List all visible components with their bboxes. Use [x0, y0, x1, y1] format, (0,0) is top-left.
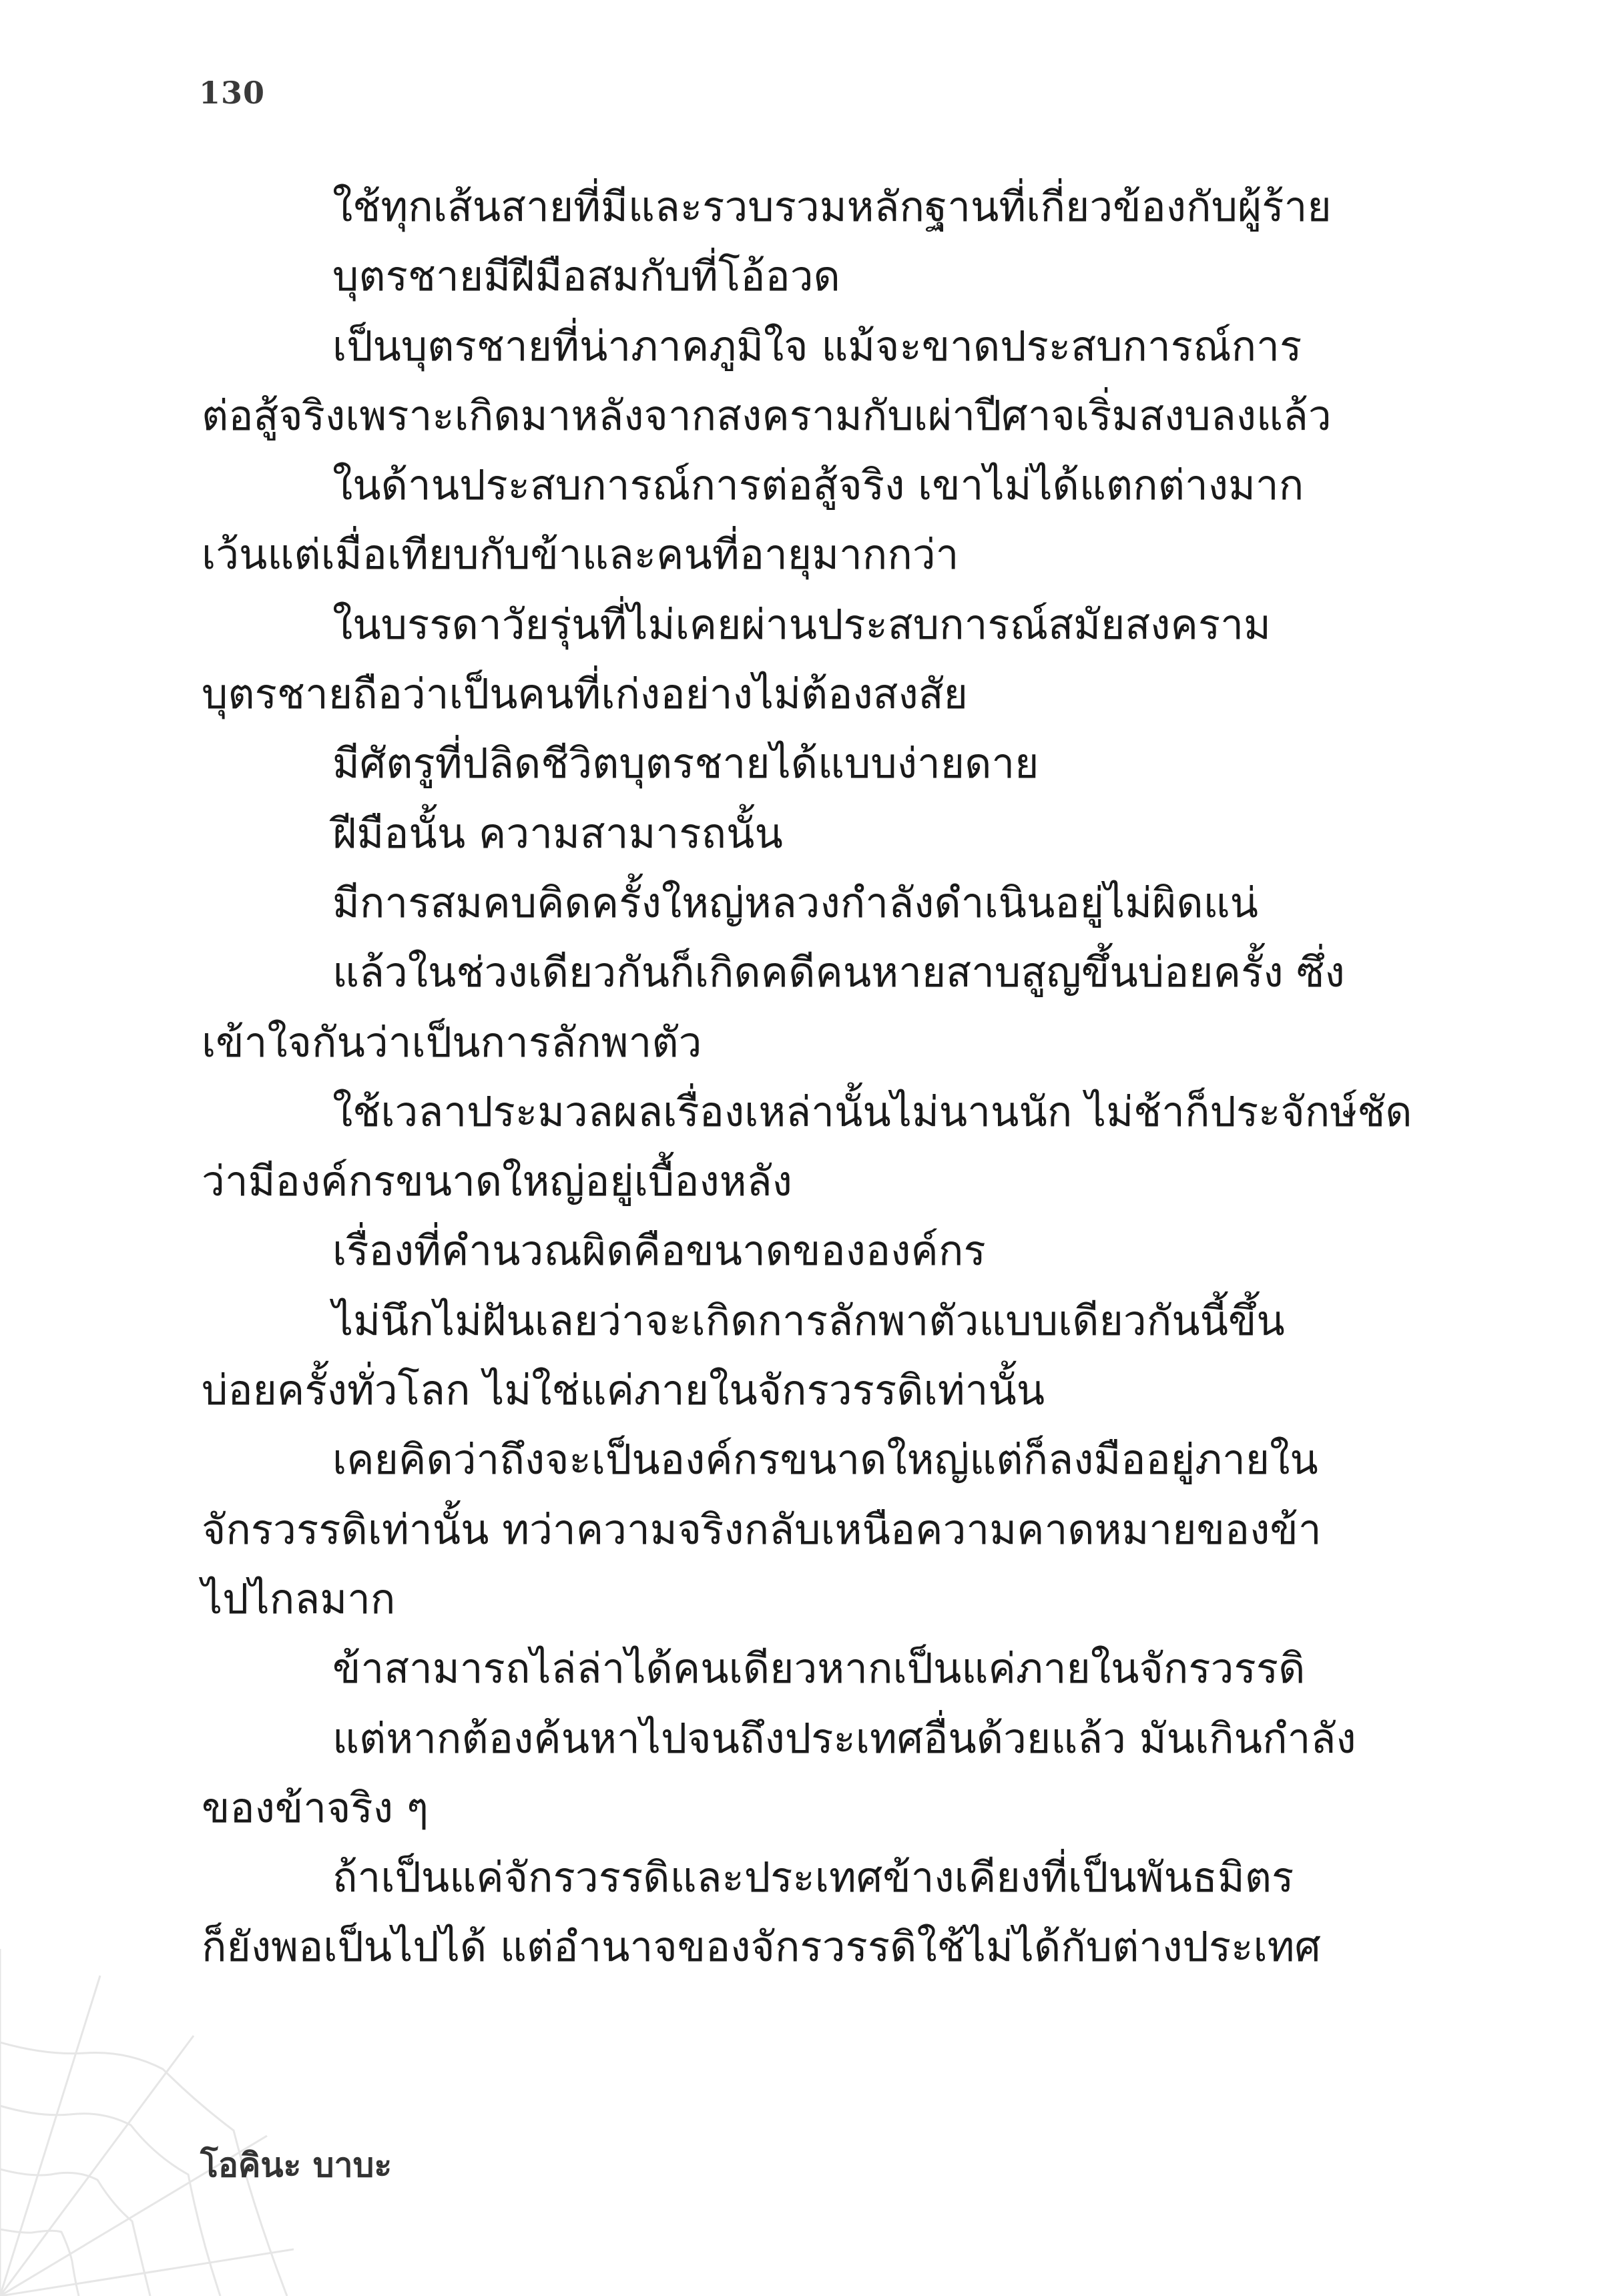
cobweb-decoration [0, 1936, 294, 2296]
text-line: ฝีมือนั้น ความสามารถนั้น [332, 808, 783, 858]
page-number: 130 [199, 75, 266, 111]
text-line: ไม่นึกไม่ฝันเลยว่าจะเกิดการลักพาตัวแบบเดียวกันนี้ขึ้น [332, 1296, 1285, 1345]
text-line: ไปไกลมาก [202, 1574, 396, 1623]
author-name: โอคินะ บาบะ [200, 2146, 392, 2185]
text-line: ถ้าเป็นแค่จักรวรรดิและประเทศข้างเคียงที่เป็นพันธมิตร [332, 1853, 1294, 1902]
text-line: บุตรชายถือว่าเป็นคนที่เก่งอย่างไม่ต้องสงสัย [202, 669, 968, 719]
text-line: แล้วในช่วงเดียวกันก็เกิดคดีคนหายสาบสูญขึ้นบ่อยครั้ง ซึ่ง [332, 948, 1345, 997]
text-line: จักรวรรดิเท่านั้น ทว่าความจริงกลับเหนือความคาดหมายของข้า [202, 1504, 1322, 1554]
text-line: แต่หากต้องค้นหาไปจนถึงประเทศอื่นด้วยแล้ว มันเกินกำลัง [332, 1713, 1356, 1763]
text-line: เคยคิดว่าถึงจะเป็นองค์กรขนาดใหญ่แต่ก็ลงมืออยู่ภายใน [332, 1435, 1318, 1484]
text-line: ในด้านประสบการณ์การต่อสู้จริง เขาไม่ได้แตกต่างมาก [332, 461, 1304, 510]
text-line: บ่อยครั้งทั่วโลก ไม่ใช่แค่ภายในจักรวรรดิเท่านั้น [202, 1366, 1045, 1415]
text-line: บุตรชายมีฝีมือสมกับที่โอ้อวด [332, 252, 840, 301]
text-line: ข้าสามารถไล่ล่าได้คนเดียวหากเป็นแค่ภายในจักรวรรดิ [332, 1644, 1306, 1693]
text-line: เรื่องที่คำนวณผิดคือขนาดขององค์กร [332, 1226, 986, 1275]
text-line: เข้าใจกันว่าเป็นการลักพาตัว [202, 1017, 702, 1067]
text-line: มีการสมคบคิดครั้งใหญ่หลวงกำลังดำเนินอยู่ไม่ผิดแน่ [332, 878, 1258, 927]
text-line: เว้นแต่เมื่อเทียบกับข้าและคนที่อายุมากกว่า [202, 530, 959, 579]
text-line: ของข้าจริง ๆ [202, 1783, 429, 1832]
text-line: ใช้เวลาประมวลผลเรื่องเหล่านั้นไม่นานนัก ไม่ช้าก็ประจักษ์ชัด [332, 1087, 1412, 1136]
text-line: ว่ามีองค์กรขนาดใหญ่อยู่เบื้องหลัง [202, 1157, 792, 1206]
body-text [202, 172, 1410, 1982]
text-line: ต่อสู้จริงเพราะเกิดมาหลังจากสงครามกับเผ่าปีศาจเริ่มสงบลงแล้ว [202, 390, 1332, 440]
text-line: ใช้ทุกเส้นสายที่มีและรวบรวมหลักฐานที่เกี่ยวข้องกับผู้ร้าย [332, 182, 1332, 231]
text-line: ในบรรดาวัยรุ่นที่ไม่เคยผ่านประสบการณ์สมัยสงคราม [332, 599, 1271, 649]
text-line: เป็นบุตรชายที่น่าภาคภูมิใจ แม้จะขาดประสบการณ์การ [332, 321, 1302, 370]
text-line: ก็ยังพอเป็นไปได้ แต่อำนาจของจักรวรรดิใช้ไม่ได้กับต่างประเทศ [202, 1922, 1321, 1972]
text-line: มีศัตรูที่ปลิดชีวิตบุตรชายได้แบบง่ายดาย [332, 739, 1039, 788]
